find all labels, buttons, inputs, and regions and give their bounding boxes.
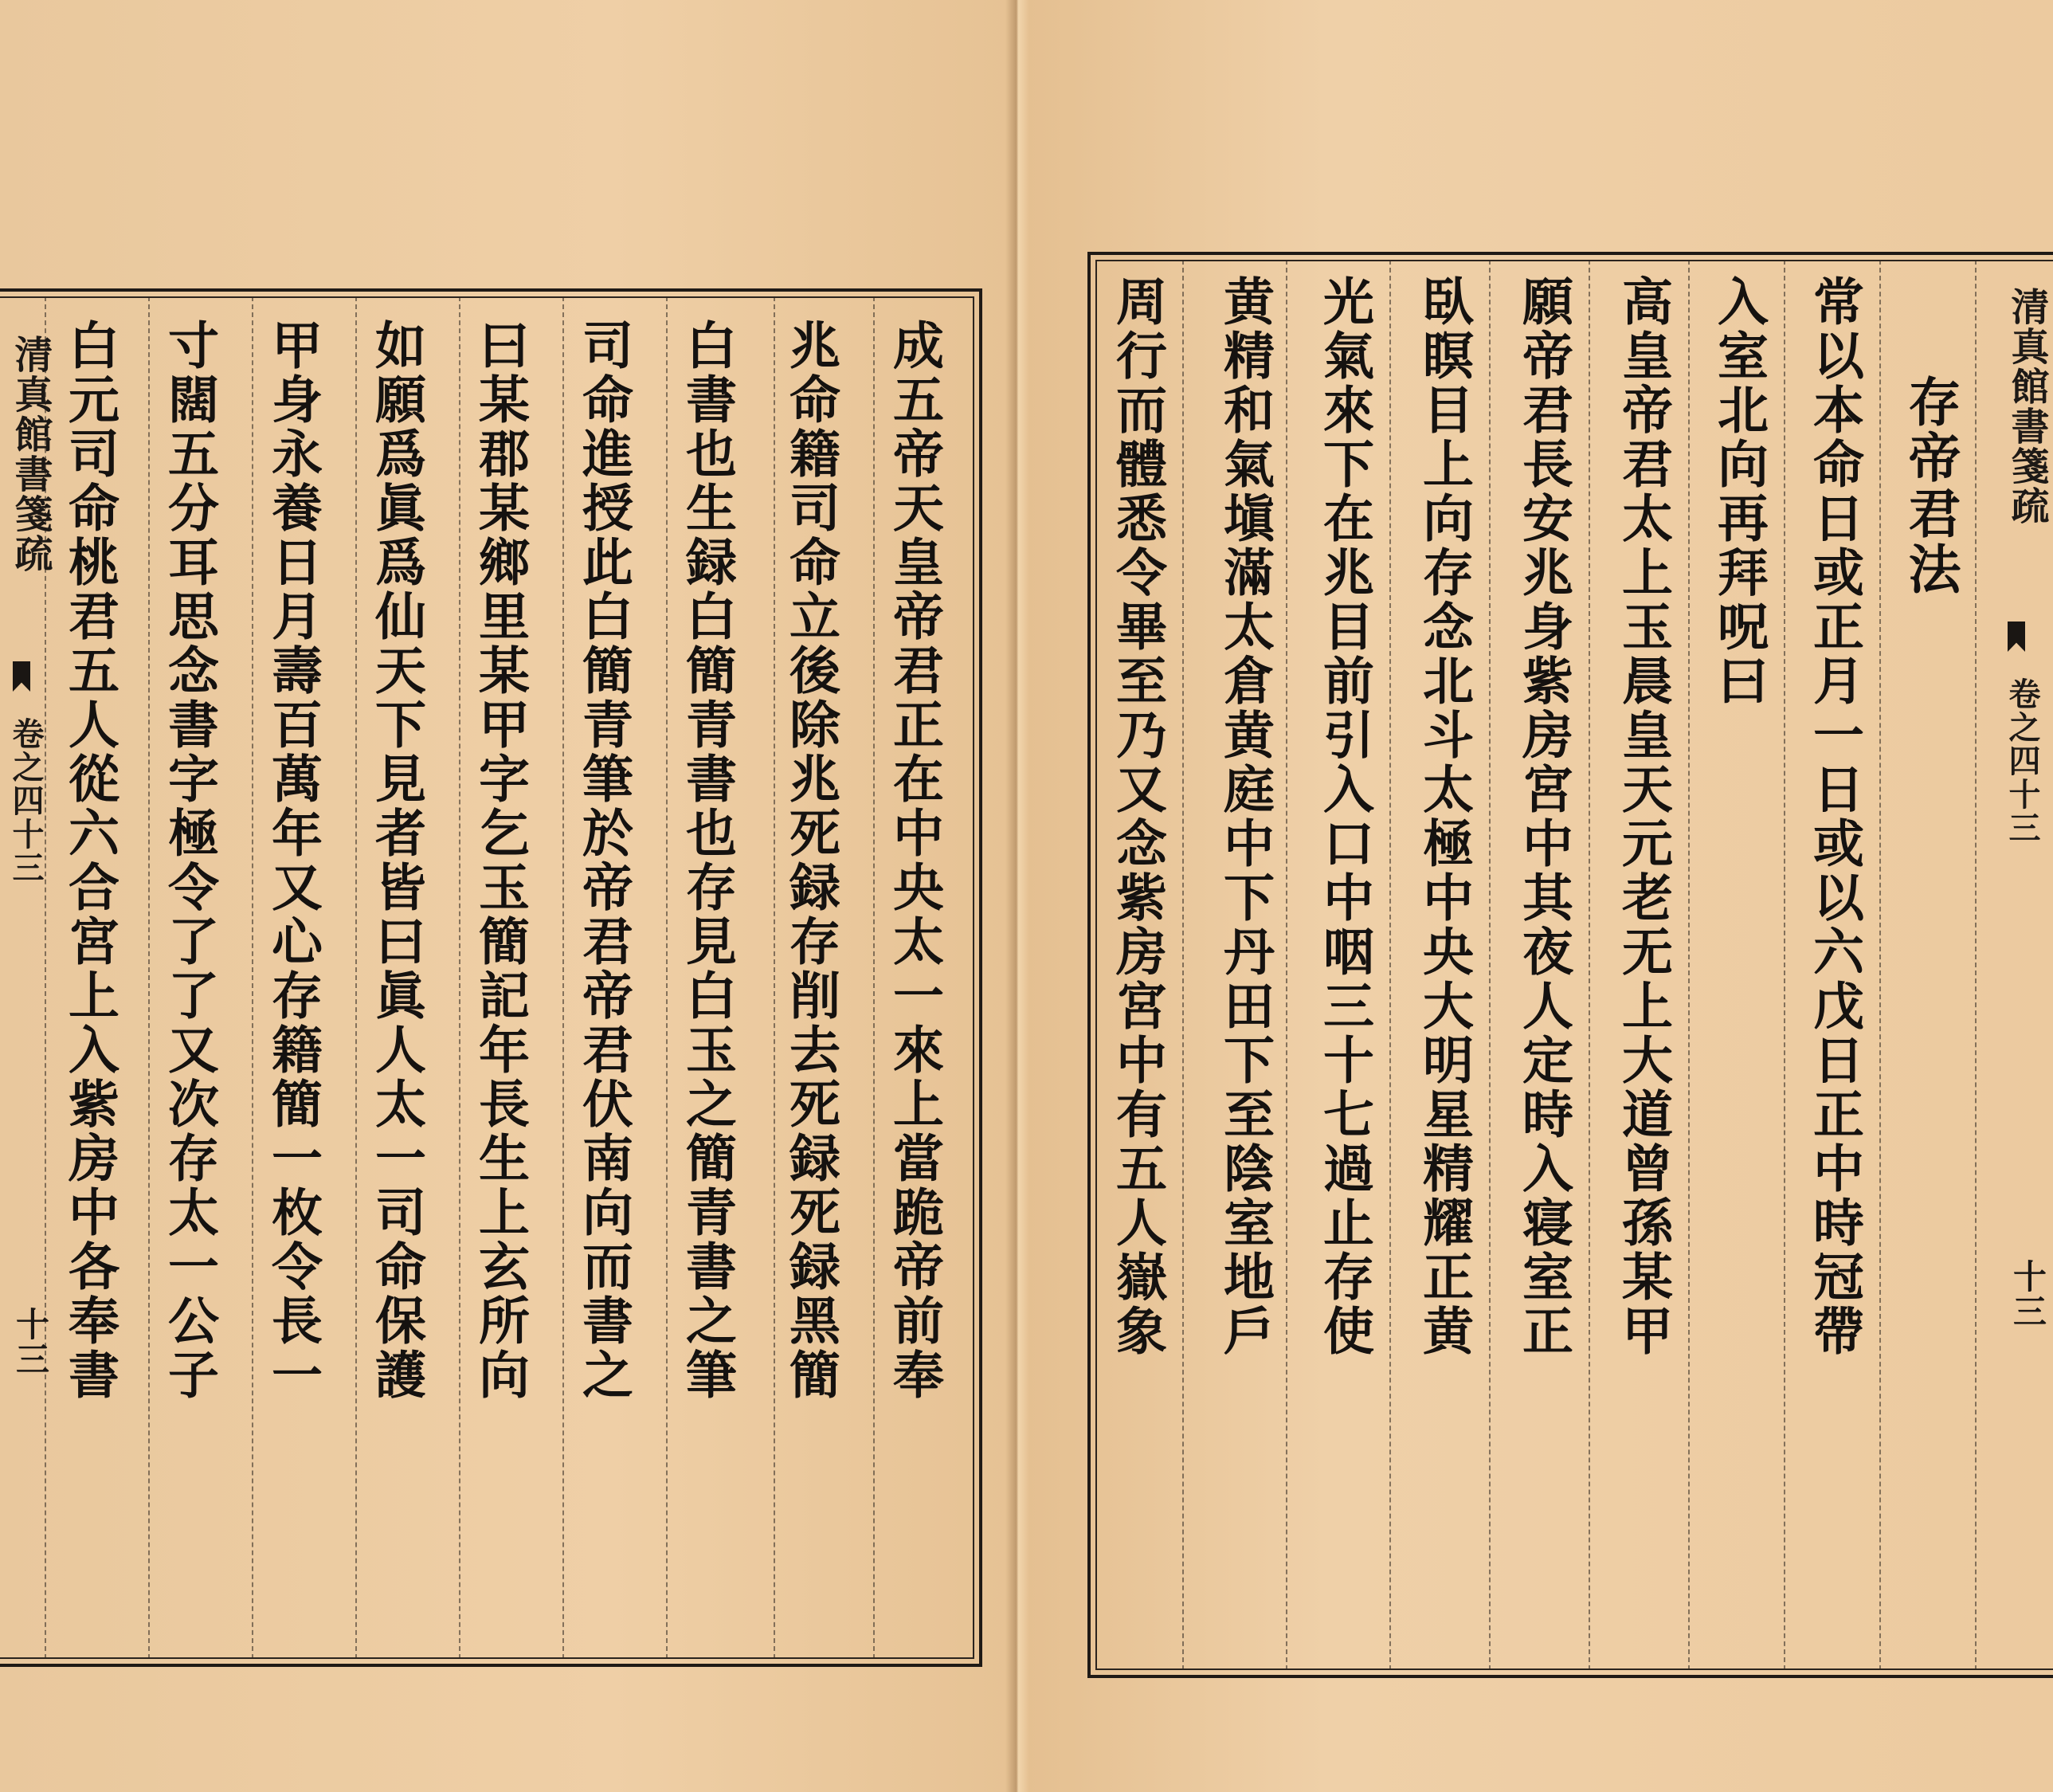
text-column: 兆命籍司命立後除兆死録存削去死録死録黑簡 <box>781 319 840 1402</box>
left-margin-volume: 卷之四十三 <box>7 717 45 884</box>
book-spine <box>1005 0 1029 1792</box>
text-column: 高皇帝君太上玉晨皇天元老无上大道曾孫某甲 <box>1613 275 1673 1359</box>
section-heading: 存帝君法 <box>1899 374 1961 598</box>
text-column: 寸闊五分耳思念書字極令了了又次存太一公子 <box>159 319 219 1402</box>
column-rule <box>666 296 668 1659</box>
text-column: 光氣來下在兆目前引入口中咽三十七過止存使 <box>1314 275 1374 1359</box>
column-rule <box>562 296 564 1659</box>
column-rule <box>1879 260 1881 1670</box>
text-column: 成五帝天皇帝君正在中央太一來上當跪帝前奉 <box>884 319 944 1402</box>
text-column: 司命進授此白簡青筆於帝君帝君伏南向而書之 <box>574 319 633 1402</box>
text-column: 曰某郡某鄉里某甲字乞玉簡記年長生上玄所向 <box>470 319 530 1402</box>
text-column: 願帝君長安兆身紫房宮中其夜人定時入寝室正 <box>1514 275 1573 1359</box>
column-rule <box>252 296 253 1659</box>
left-margin-title: 清真館書箋疏 <box>8 335 53 574</box>
column-rule <box>148 296 150 1659</box>
text-column: 如願爲眞爲仙天下見者皆曰眞人太一司命保護 <box>366 319 426 1402</box>
column-rule <box>1589 260 1590 1670</box>
text-column: 臥瞑目上向存念北斗太極中央大明星精耀正黄 <box>1414 275 1474 1359</box>
column-rule <box>1182 260 1184 1670</box>
column-rule <box>1784 260 1785 1670</box>
column-rule <box>1688 260 1690 1670</box>
text-column: 白元司命桃君五人從六合宮上入紫房中各奉書 <box>60 319 119 1402</box>
column-rule <box>459 296 460 1659</box>
right-margin-volume: 卷之四十三 <box>2004 677 2041 845</box>
column-rule <box>774 296 775 1659</box>
right-page-number: 十三 <box>2008 1259 2047 1329</box>
left-page-number: 十三 <box>11 1307 50 1377</box>
column-rule <box>1489 260 1491 1670</box>
text-column: 黄精和氣塡滿太倉黄庭中下丹田下至陰室地戶 <box>1215 275 1275 1359</box>
text-column: 白書也生録白簡青書也存見白玉之簡青書之筆 <box>677 319 737 1402</box>
column-rule <box>1389 260 1391 1670</box>
column-rule <box>873 296 875 1659</box>
text-column: 甲身永養日月壽百萬年又心存籍簡一枚令長一 <box>263 319 323 1402</box>
column-rule <box>355 296 357 1659</box>
column-rule <box>1975 260 1977 1670</box>
column-rule <box>1286 260 1287 1670</box>
right-margin-title: 清真館書箋疏 <box>2004 287 2049 526</box>
text-column: 入室北向再拜呪曰 <box>1709 275 1769 708</box>
text-column: 常以本命日或正月一日或以六戊日正中時冠帶 <box>1804 275 1864 1359</box>
text-column: 周行而體悉令畢至乃又念紫房宮中有五人嶽象 <box>1107 275 1167 1359</box>
